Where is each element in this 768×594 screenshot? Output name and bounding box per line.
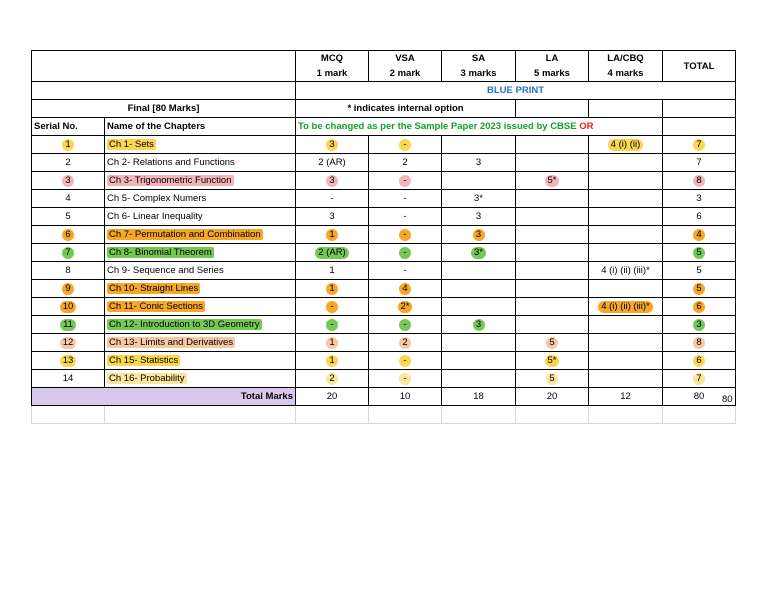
cbq-cell [589,370,663,388]
total-marks-label: Total Marks [32,388,296,406]
serial-cell [32,226,105,244]
serial-number: 1 [62,139,74,151]
chapter-name-header: Name of the Chapters [105,118,296,136]
cbq-cell [589,190,663,208]
total-cell [663,244,736,262]
header-total: TOTAL [663,51,736,82]
row-total: 5 [693,247,705,259]
cbq-cell [589,352,663,370]
la-cell [516,262,589,280]
header-lacbq-sub: 4 marks [607,68,644,79]
header-vsa-label: VSA [395,53,415,64]
header-sa-label: SA [471,53,486,64]
chapter-cell: Ch 9- Sequence and Series [105,262,296,280]
final-marks-row [32,100,736,118]
la-cell [516,352,589,370]
total-cell: 3 [663,190,736,208]
cbq-cell [589,226,663,244]
chapter-cell: Ch 5- Complex Numers [105,190,296,208]
sa-cell [442,262,516,280]
mcq-cell [296,244,369,262]
total-sa: 18 [442,388,516,406]
chapter-name: Ch 12- Introduction to 3D Geometry [109,319,260,330]
total-cell [663,334,736,352]
la-cell [516,190,589,208]
total-cell [663,226,736,244]
sa-cell: 3 [442,208,516,226]
header-la-label: LA [545,53,559,64]
mcq-value: 2 (AR) [315,247,348,259]
table-row [32,352,736,370]
total-cell: 5 [663,262,736,280]
spreadsheet-blank-row [32,406,736,424]
total-cell [663,136,736,154]
total-cell [663,172,736,190]
table-row [32,316,736,334]
row-total: 5 [693,283,705,295]
serial-cell [32,298,105,316]
chapter-cell [105,370,296,388]
chapter-name: Ch 13- Limits and Derivatives [109,337,234,348]
table-row [32,172,736,190]
blank-cell [296,406,369,424]
cbq-cell [589,208,663,226]
mcq-value: - [326,319,338,331]
header-mcq-sub: 1 mark [316,68,348,79]
header-sa-sub: 3 marks [460,68,497,79]
la-value: 5* [545,175,560,187]
serial-cell [32,316,105,334]
serial-number: 7 [62,247,74,259]
internal-option-note: * indicates internal option [296,100,516,118]
vsa-cell [369,226,442,244]
serial-no-header: Serial No. [32,118,105,136]
serial-number: 6 [62,229,74,241]
chapter-cell: Ch 6- Linear Inequality [105,208,296,226]
change-note-cell [296,118,663,136]
total-cell: 7 [663,154,736,172]
sa-cell [442,280,516,298]
mcq-cell [296,226,369,244]
change-note: To be changed as per the Sample Paper 2023 issued by CBSE [298,121,577,132]
la-cell [516,316,589,334]
header-mcq [296,51,369,82]
mcq-value: 3 [326,175,338,187]
vsa-value: - [399,229,411,241]
sa-cell [442,316,516,334]
mcq-cell: 1 [296,262,369,280]
row-total: 6 [693,355,705,367]
chapter-cell [105,244,296,262]
header-la [516,51,589,82]
blank-cell [589,406,663,424]
table-row [32,298,736,316]
vsa-cell [369,280,442,298]
mcq-value: 1 [326,283,338,295]
table-row [32,190,736,208]
serial-cell: 8 [32,262,105,280]
vsa-value: 4 [399,283,411,295]
chapter-name: Ch 15- Statistics [109,355,179,366]
mcq-value: 1 [326,337,338,349]
table-row [32,280,736,298]
sa-cell [442,136,516,154]
row-total: 4 [693,229,705,241]
mcq-cell: 3 [296,208,369,226]
chapter-cell [105,352,296,370]
la-cell [516,172,589,190]
la-cell [516,136,589,154]
row-total: 7 [693,139,705,151]
serial-cell: 5 [32,208,105,226]
column-header-row [32,51,736,82]
header-lacbq-label: LA/CBQ [607,53,644,64]
mcq-cell [296,334,369,352]
row-total: 8 [693,337,705,349]
la-cell [516,298,589,316]
chapter-name: Ch 1- Sets [109,139,154,150]
serial-number: 10 [60,301,77,313]
serial-cell [32,136,105,154]
sa-cell: 3* [442,190,516,208]
cbq-cell [589,172,663,190]
header-sa [442,51,516,82]
mcq-value: 2 [326,373,338,385]
vsa-cell [369,298,442,316]
header-vsa-sub: 2 mark [389,68,421,79]
chapter-cell [105,298,296,316]
vsa-cell [369,370,442,388]
vsa-cell: 2 [369,154,442,172]
serial-cell [32,334,105,352]
blue-print-title: BLUE PRINT [296,82,736,100]
cbq-cell [589,154,663,172]
cbq-value: 4 (i) (ii) [608,139,644,151]
table-row [32,262,736,280]
la-value: 5* [545,355,560,367]
row-total: 7 [693,373,705,385]
header-lacbq [589,51,663,82]
la-cell [516,334,589,352]
serial-cell: 4 [32,190,105,208]
total-cell: 6 [663,208,736,226]
vsa-value: - [399,319,411,331]
mcq-cell [296,280,369,298]
vsa-value: - [399,175,411,187]
sa-cell [442,334,516,352]
vsa-cell [369,334,442,352]
extra-total-value: 80 [722,394,733,405]
cbq-cell [589,334,663,352]
table-row [32,208,736,226]
sa-cell [442,244,516,262]
blank-cell [369,406,442,424]
vsa-cell [369,352,442,370]
serial-number: 9 [62,283,74,295]
change-note-or: OR [579,121,594,132]
la-cell [516,208,589,226]
la-cell [516,244,589,262]
row-total: 8 [693,175,705,187]
sa-value: 3* [471,247,486,259]
cbq-cell [589,280,663,298]
chapter-header-row [32,118,736,136]
serial-cell [32,172,105,190]
chapter-name: Ch 7- Permutation and Combination [109,229,261,240]
chapter-name: Ch 11- Conic Sections [109,301,203,312]
mcq-value: - [326,301,338,313]
serial-cell [32,244,105,262]
sa-cell: 3 [442,154,516,172]
blank-cell [663,406,736,424]
blueprint-table [31,50,736,424]
cbq-cell [589,136,663,154]
final-marks-blank-total [663,100,736,118]
cbq-value: 4 (i) (ii) (iii)* [598,301,653,313]
total-cbq: 12 [589,388,663,406]
sa-cell [442,298,516,316]
table-row [32,370,736,388]
vsa-cell: - [369,262,442,280]
la-cell [516,154,589,172]
total-cell [663,316,736,334]
blue-print-row [32,82,736,100]
row-total: 3 [693,319,705,331]
sa-cell [442,370,516,388]
final-marks-label: Final [80 Marks] [32,100,296,118]
chapter-name: Ch 8- Binomial Theorem [109,247,212,258]
mcq-cell [296,136,369,154]
total-marks-row [32,388,736,406]
total-cell [663,280,736,298]
serial-cell [32,280,105,298]
blue-print-blank [32,82,296,100]
mcq-cell [296,370,369,388]
total-cell [663,352,736,370]
la-value: 5 [546,373,558,385]
total-mcq: 20 [296,388,369,406]
mcq-cell [296,316,369,334]
blank-cell [442,406,516,424]
vsa-value: - [399,373,411,385]
sa-value: 3 [473,229,485,241]
table-row [32,136,736,154]
vsa-value: 2 [399,337,411,349]
total-cell [663,298,736,316]
chapter-cell [105,334,296,352]
table-row [32,226,736,244]
total-cell [663,370,736,388]
sa-cell [442,352,516,370]
table-row [32,154,736,172]
table-row [32,244,736,262]
serial-number: 13 [60,355,77,367]
serial-cell: 14 [32,370,105,388]
chapter-cell [105,316,296,334]
total-la: 20 [516,388,589,406]
grand-total: 80 [663,388,736,406]
mcq-cell [296,352,369,370]
blank-cell [32,406,105,424]
vsa-cell: - [369,190,442,208]
chapter-name: Ch 16- Probability [109,373,185,384]
vsa-value: - [399,139,411,151]
chapter-name: Ch 10- Straight Lines [109,283,199,294]
mcq-cell [296,172,369,190]
mcq-value: 3 [326,139,338,151]
cbq-cell [589,316,663,334]
la-cell [516,280,589,298]
sa-cell [442,226,516,244]
final-marks-blank-la [516,100,589,118]
mcq-cell: 2 (AR) [296,154,369,172]
header-mcq-label: MCQ [320,53,344,64]
serial-number: 3 [62,175,74,187]
chapter-cell [105,226,296,244]
vsa-value: - [399,355,411,367]
mcq-value: 1 [326,229,338,241]
vsa-value: 2* [398,301,413,313]
total-vsa: 10 [369,388,442,406]
la-value: 5 [546,337,558,349]
cbq-cell [589,298,663,316]
vsa-cell [369,136,442,154]
serial-cell [32,352,105,370]
vsa-cell [369,244,442,262]
header-la-sub: 5 marks [534,68,570,79]
cbq-cell: 4 (i) (ii) (iii)* [589,262,663,280]
vsa-value: - [399,247,411,259]
final-marks-blank-cbq [589,100,663,118]
serial-number: 12 [60,337,77,349]
blank-cell [105,406,296,424]
la-cell [516,226,589,244]
chapter-cell [105,172,296,190]
serial-cell: 2 [32,154,105,172]
blank-cell [516,406,589,424]
row-total: 6 [693,301,705,313]
vsa-cell [369,316,442,334]
header-blank [32,51,296,82]
mcq-cell: - [296,190,369,208]
chapter-cell [105,136,296,154]
serial-number: 11 [60,319,76,331]
chapter-cell: Ch 2- Relations and Functions [105,154,296,172]
cbq-cell [589,244,663,262]
chapter-cell [105,280,296,298]
sa-cell [442,172,516,190]
la-cell [516,370,589,388]
chapter-header-blank [663,118,736,136]
table-row [32,334,736,352]
mcq-cell [296,298,369,316]
vsa-cell [369,172,442,190]
mcq-value: 1 [326,355,338,367]
chapter-name: Ch 3- Trigonometric Function [109,175,232,186]
header-vsa [369,51,442,82]
sa-value: 3 [473,319,485,331]
vsa-cell: - [369,208,442,226]
